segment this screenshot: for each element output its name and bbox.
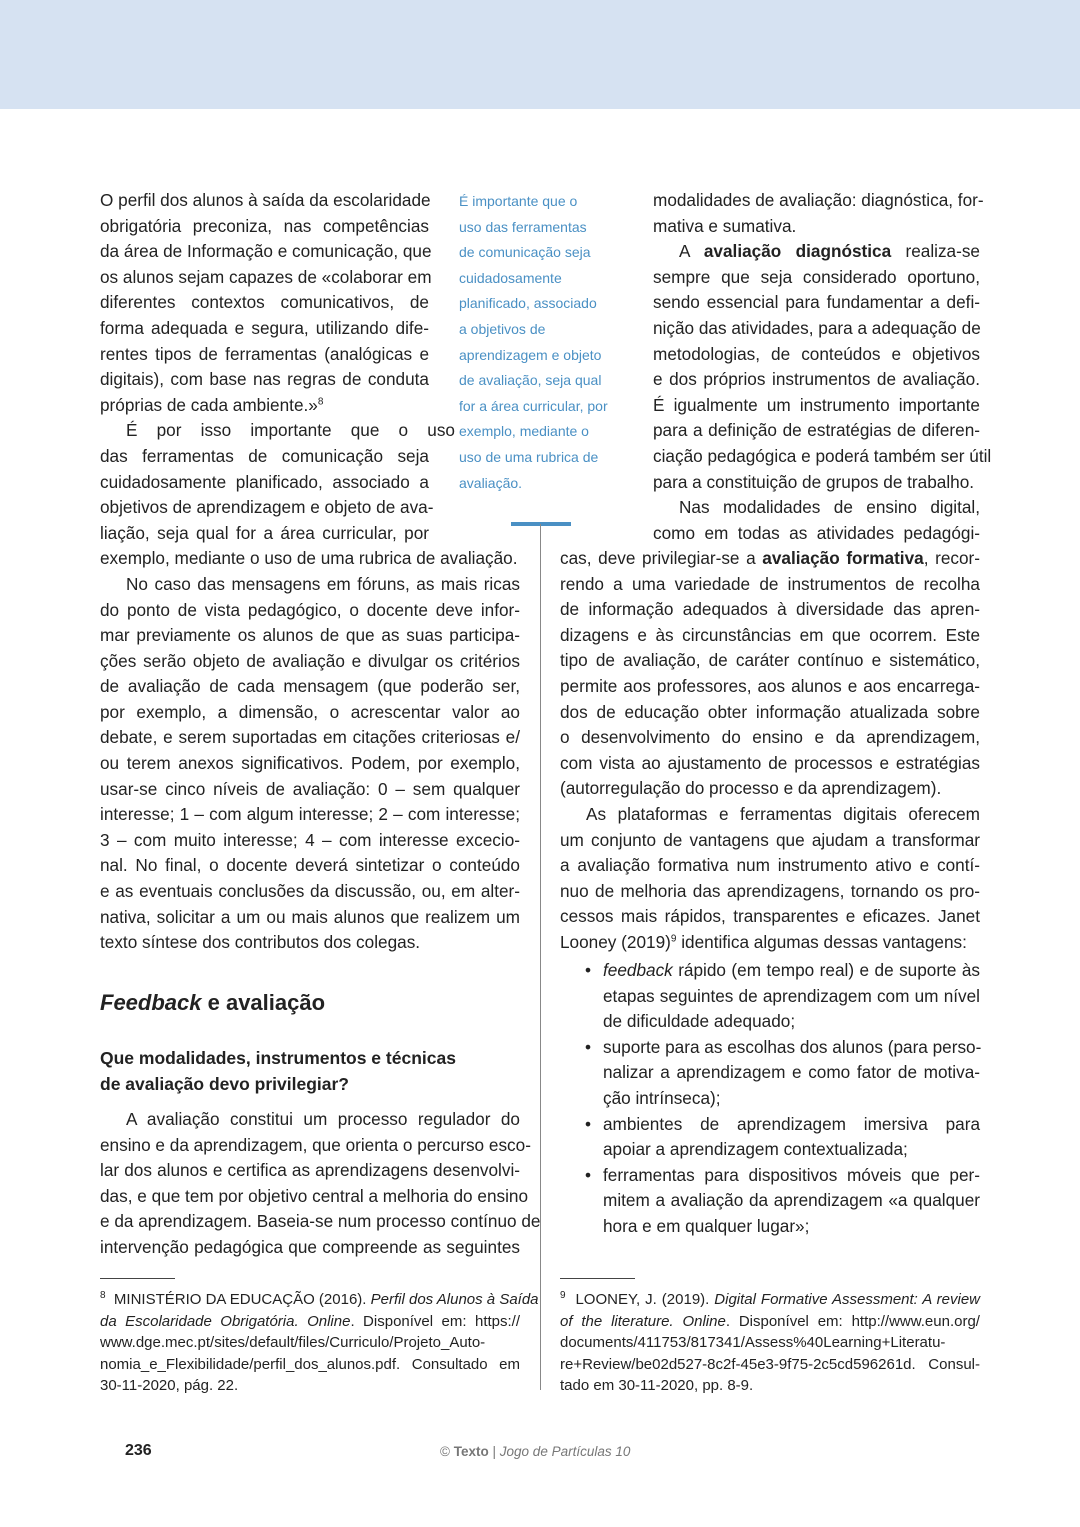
footnote-8: $^8$ MINISTÉRIO DA EDUCAÇÃO (2016). Perfil dos Alunos à Saída da Escolaridade Obrigatória. Online. Disponível em: https:// www.dge.mec.pt/sites/default/files/Curriculo/Projeto_Auto- nomia_e_Flexibilidade/perfil_dos_alunos.pdf. Consultado em 30-11-2020, pág. 22. bbox=[100, 1290, 539, 1395]
paragraph-importante-uso bbox=[100, 418, 520, 572]
footnote-rule-left bbox=[100, 1278, 175, 1279]
text-line: do ponto de vista pedagógico, o docente deve infor- bbox=[100, 599, 520, 620]
sidenote-line: É importante que o bbox=[459, 193, 578, 209]
text-line: forma adequada e segura, utilizando dife- bbox=[100, 317, 429, 338]
list-item bbox=[585, 1035, 980, 1112]
paragraph-avaliacao-regulador bbox=[100, 1107, 541, 1261]
sidenote-line: uso de uma rubrica de bbox=[459, 448, 599, 465]
paragraph-plataformas bbox=[560, 802, 980, 956]
text-line: O perfil dos alunos à saída da escolaridade bbox=[100, 190, 431, 210]
text-line: e as eventuais conclusões da discussão, ou, em alter- bbox=[100, 881, 520, 902]
text-line: o desenvolvimento do ensino e da aprendizagem, bbox=[560, 727, 980, 748]
text-line: apoiar a aprendizagem contextualizada; bbox=[603, 1139, 908, 1160]
footnote-ref-8[interactable]: 8 bbox=[317, 396, 324, 408]
text-line: 3 – com muito interesse; 4 – com interesse excecio- bbox=[100, 829, 520, 850]
bullet-icon: • bbox=[585, 960, 592, 980]
list-item bbox=[585, 958, 980, 1035]
text-line: É igualmente um instrumento importante bbox=[653, 394, 980, 415]
sidenote-line: a objetivos de bbox=[459, 320, 546, 337]
text-line: nal. No final, o docente deverá sintetizar o conteúdo bbox=[100, 855, 520, 876]
text-line: cuidadosamente planificado, associado a bbox=[100, 471, 429, 492]
text-line: das ferramentas de comunicação seja bbox=[100, 445, 429, 466]
column-divider bbox=[540, 524, 541, 1390]
sidenote-line: de avaliação, seja qual bbox=[459, 372, 602, 389]
text-line: com vista ao ajustamento de processos e estratégias bbox=[560, 752, 980, 773]
text-line: das, e que tem por objetivo central a melhoria do ensino bbox=[100, 1185, 529, 1206]
text-line: próprias de cada ambiente.»$^8$ bbox=[100, 394, 324, 415]
paragraph-perfil-alunos bbox=[100, 188, 520, 418]
text-line: de informação adequados à diversidade das apren- bbox=[560, 599, 980, 620]
text-line: rentes tipos de ferramentas (analógicas e bbox=[100, 343, 429, 364]
text-line: para a definição de estratégias de diferen- bbox=[653, 420, 980, 441]
sidenote-line: planificado, associado bbox=[459, 295, 597, 312]
text-line: por exemplo, a dimensão, o acrescentar valor ao bbox=[100, 701, 520, 722]
paragraph-mensagens-foruns bbox=[100, 572, 520, 956]
bullet-icon: • bbox=[585, 1036, 592, 1057]
sidenote-line: aprendizagem e objeto bbox=[459, 346, 602, 363]
publisher: Texto bbox=[453, 1444, 489, 1459]
text-line: nuo de melhoria das aprendizagens, tornando os pro- bbox=[560, 880, 980, 901]
text-line: cessos mais rápidos, transparentes e eficazes. Janet bbox=[560, 906, 980, 927]
text-line: É por isso importante que o uso bbox=[126, 420, 455, 441]
bullet-icon: • bbox=[585, 1113, 592, 1134]
text-line: para a constituição de grupos de trabalho. bbox=[653, 471, 975, 492]
text-line: mativa e sumativa. bbox=[653, 215, 797, 236]
text-line: debate, e serem suportadas em citações criteriosas e/ bbox=[100, 727, 520, 748]
section-heading-italic: Feedback bbox=[100, 990, 202, 1015]
text-line: suporte para as escolhas dos alunos (para perso- bbox=[603, 1036, 982, 1057]
text-line: As plataformas e ferramentas digitais oferecem bbox=[586, 803, 980, 824]
advantages-list bbox=[585, 958, 980, 1240]
text-line: permite aos professores, aos alunos e aos encarrega- bbox=[560, 675, 980, 696]
text-line: ferramentas para dispositivos móveis que per- bbox=[603, 1164, 980, 1185]
text-line: a avaliação formativa num instrumento ativo e contí- bbox=[560, 855, 980, 876]
top-banner bbox=[0, 0, 1080, 109]
text-line: cas, deve privilegiar-se a avaliação formativa, recor- bbox=[560, 548, 980, 568]
right-column-top bbox=[653, 188, 992, 546]
text-line: exemplo, mediante o uso de uma rubrica de avaliação. bbox=[100, 548, 518, 569]
text-line: ambientes de aprendizagem imersiva para bbox=[603, 1113, 980, 1134]
text-line: ciação pedagógica e poderá também ser útil bbox=[653, 445, 992, 466]
text-line: usar-se cinco níveis de avaliação: 0 – sem qualquer bbox=[100, 778, 520, 799]
text-line: nição das atividades, para a adequação de bbox=[653, 317, 981, 338]
bold-term: avaliação formativa bbox=[762, 548, 924, 568]
list-item bbox=[585, 1112, 980, 1163]
text-line: de avaliação de cada mensagem (que poderão ser, bbox=[100, 676, 520, 697]
footnote-rule-right bbox=[560, 1278, 635, 1279]
book-title: Jogo de Partículas 10 bbox=[499, 1444, 631, 1459]
text-line: sendo essencial para fundamentar a defi- bbox=[653, 292, 980, 313]
text-line: (autorregulação do processo e da aprendizagem). bbox=[560, 778, 942, 799]
paragraph-ensino-digital-start bbox=[653, 495, 980, 546]
footnote-ref-9[interactable]: 9 bbox=[670, 933, 677, 945]
bold-term: avaliação diagnóstica bbox=[703, 241, 892, 262]
text-line: hora e em qualquer lugar»; bbox=[603, 1215, 810, 1236]
footer-credit: © Texto | Jogo de Partículas 10 bbox=[440, 1444, 631, 1459]
text-line: objetivos de aprendizagem e objeto de ava- bbox=[100, 497, 434, 518]
text-line: intervenção pedagógica que compreende as seguintes bbox=[100, 1236, 520, 1257]
copyright-icon: © bbox=[440, 1444, 450, 1459]
text-line: A avaliação constitui um processo regulador do bbox=[126, 1109, 520, 1129]
text-line: interesse; 1 – com algum interesse; 2 – com interesse; bbox=[100, 804, 520, 825]
sidenote-line: uso das ferramentas bbox=[459, 218, 587, 235]
list-item bbox=[585, 1163, 980, 1240]
text-line: dos de educação obter informação atualizada sobre bbox=[560, 701, 980, 722]
sidenote-line: exemplo, mediante o bbox=[459, 423, 589, 440]
sidenote-line: avaliação. bbox=[459, 474, 523, 491]
page-number: 236 bbox=[125, 1442, 152, 1459]
text-line: nalizar a aprendizagem e como fator de motiva- bbox=[603, 1062, 980, 1083]
sidenote-line: cuidadosamente bbox=[459, 269, 562, 286]
sidenote-accent-bar bbox=[511, 522, 571, 526]
text-line: diferentes contextos comunicativos, de bbox=[100, 292, 429, 313]
text-line: etapas seguintes de aprendizagem com um nível bbox=[603, 985, 980, 1006]
text-line: nativa, solicitar a um ou mais alunos que realizem um bbox=[100, 906, 520, 927]
italic-term: feedback bbox=[603, 960, 673, 980]
text-line: No caso das mensagens em fóruns, as mais ricas bbox=[126, 573, 520, 594]
text-line: liação, seja qual for a área curricular, por bbox=[100, 522, 429, 543]
sidenote-line: de comunicação seja bbox=[459, 244, 591, 261]
text-line: dizagens e às circunstâncias em que ocorrem. Este bbox=[560, 624, 980, 645]
text-line: rendo a uma variedade de instrumentos de recolha bbox=[560, 573, 980, 594]
bullet-icon: • bbox=[585, 1164, 592, 1185]
text-line: metodologias, de conteúdos e objetivos bbox=[653, 343, 980, 364]
text-line: ção intrínseca); bbox=[603, 1087, 721, 1108]
text-line: feedback rápido (em tempo real) e de suporte às bbox=[603, 960, 980, 980]
text-line: como em todas as atividades pedagógi- bbox=[653, 522, 980, 543]
sidenote-line: for a área curricular, por bbox=[459, 397, 608, 414]
text-line: da área de Informação e comunicação, que bbox=[100, 241, 432, 262]
text-line: sempre que seja considerado oportuno, bbox=[653, 266, 980, 287]
text-line: obrigatória preconiza, nas competências bbox=[100, 215, 429, 236]
text-line: texto síntese dos contributos dos colegas. bbox=[100, 932, 421, 953]
paragraph-modalidades bbox=[653, 188, 984, 239]
text-line: um conjunto de vantagens que ajudam a transformar bbox=[560, 829, 980, 850]
text-line: ções serão objeto de avaliação e divulgar os critérios bbox=[100, 650, 520, 671]
footnote-url[interactable]: documents/411753/817341/Assess%40Learning+Literatu- bbox=[560, 1334, 946, 1352]
text-line: os alunos sejam capazes de «colaborar em bbox=[100, 266, 432, 287]
right-column bbox=[560, 546, 980, 956]
text-line: Looney $(2019)^9$ identifica algumas dessas vantagens: bbox=[560, 931, 967, 952]
footnote-9: $^9$ LOONEY, J. (2019). Digital Formative Assessment: A review of the literature. Online. Disponível em: http://www.eun.org/ documents/411753/817341/Assess%40Learning+Literatu- re+Review/be02d527-8c2f-45e3-9f75-2c5cd596261d. Consul- tado em 30-11-2020, pp. 8-9. bbox=[560, 1290, 980, 1395]
text-line: A avaliação diagnóstica realiza-se bbox=[679, 241, 980, 262]
text-line: e da aprendizagem. Baseia-se num processo contínuo de bbox=[100, 1211, 541, 1232]
text-line: mar previamente os alunos de que as suas participa- bbox=[100, 625, 520, 646]
text-line: ensino e da aprendizagem, que orienta o percurso esco- bbox=[100, 1134, 531, 1155]
text-line: e dos próprios instrumentos de avaliação. bbox=[653, 369, 980, 390]
text-line: de dificuldade adequado; bbox=[603, 1011, 796, 1032]
text-line: mitem a avaliação da aprendizagem «a qualquer bbox=[603, 1190, 980, 1211]
left-column bbox=[100, 188, 520, 956]
sidenote bbox=[459, 189, 629, 496]
text-line: digitais), com base nas regras de conduta bbox=[100, 369, 429, 390]
text-line: ou terem anexos significativos. Podem, por exemplo, bbox=[100, 753, 520, 774]
text-line: Nas modalidades de ensino digital, bbox=[679, 497, 980, 518]
section-heading bbox=[100, 990, 325, 1016]
footnote-url[interactable]: www.dge.mec.pt/sites/default/files/Curriculo/Projeto_Auto- bbox=[100, 1334, 486, 1352]
section-heading-rest: e avaliação bbox=[201, 990, 326, 1015]
paragraph-diagnostica bbox=[653, 239, 992, 495]
subheading-line: Que modalidades, instrumentos e técnicas bbox=[100, 1048, 456, 1068]
subheading-line: de avaliação devo privilegiar? bbox=[100, 1074, 349, 1094]
text-line: tipo de avaliação, de caráter contínuo e sistemático, bbox=[560, 650, 980, 671]
subheading bbox=[100, 1045, 456, 1097]
text-line: modalidades de avaliação: diagnóstica, for- bbox=[653, 190, 984, 210]
text-line: lar dos alunos e certifica as aprendizagens desenvolvi- bbox=[100, 1160, 520, 1181]
